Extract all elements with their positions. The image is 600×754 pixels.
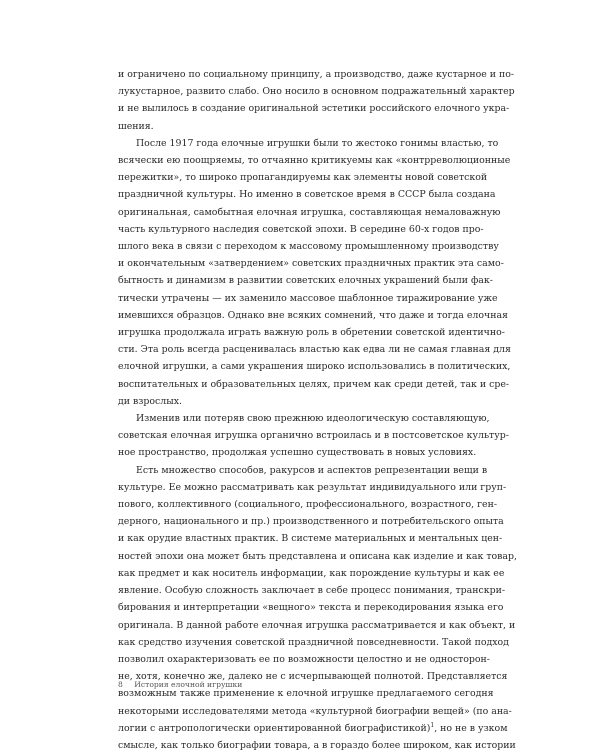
text-line: шлого века в связи с переходом к массовому промышленному производству (118, 241, 499, 253)
text-line: пережитки», то широко пропагандируемы как элементы новой советской (118, 172, 488, 184)
text-line: и как орудие властных практик. В системе материальных и ментальных цен- (118, 533, 503, 545)
text-line: и не вылилось в создание оригинальной эстетики российского елочного укра- (118, 103, 510, 115)
text-line: смысле, как только биографии товара, а в гораздо более широком, как истории (118, 739, 516, 751)
text-line: позволил охарактеризовать ее по возможности целостно и не односторон- (118, 653, 490, 665)
text-segment: логии с антропологически ориентированной биографистикой) (118, 722, 431, 734)
text-line: имевшихся образцов. Однако вне всяких сомнений, что даже и тогда елочная (118, 309, 508, 321)
text-line: оригинальная, самобытная елочная игрушка, составляющая немаловажную (118, 206, 501, 218)
text-line: и ограничено по социальному принципу, а производство, даже кустарное и по- (118, 69, 515, 80)
text-line: некоторыми исследователями метода «культурной биографии вещей» (по ана- (118, 705, 512, 717)
text-line: елочной игрушки, а сами украшения широко использовались в политических, (118, 361, 511, 373)
paragraph (118, 135, 511, 410)
text-line: ностей эпохи она может быть представлена и описана как изделие и как товар, (118, 550, 518, 562)
paragraph (118, 462, 518, 754)
text-line: не, хотя, конечно же, далеко не с исчерпывающей полнотой. Представляется (118, 671, 508, 683)
text-line: культуре. Ее можно рассматривать как результат индивидуального или груп- (118, 481, 507, 493)
text-line: часть культурного наследия советской эпохи. В середине 60-х годов про- (118, 223, 484, 235)
text-line: лукустарное, развито слабо. Оно носило в основном подражательный характер (118, 86, 515, 98)
text-line: ное пространство, продолжая успешно существовать в новых условиях. (118, 447, 477, 459)
text-line: как средство изучения советской праздничной повседневности. Такой подход (118, 636, 509, 648)
footnote-mark[interactable]: 1 (430, 721, 435, 729)
text-line: ди взрослых. (118, 395, 182, 407)
paragraph (118, 66, 515, 135)
text-line: возможным также применение к елочной игрушке предлагаемого сегодня (118, 688, 494, 700)
page-footer (118, 680, 242, 689)
text-line: Есть множество способов, ракурсов и аспектов репрезентации вещи в (136, 464, 488, 476)
paragraph (118, 410, 509, 462)
text-line: дерного, национального и пр.) производственного и потребительского опыта (118, 516, 504, 528)
text-line: бирования и интерпретации «вещного» текста и перекодирования языка его (118, 602, 504, 614)
text-line: явление. Особую сложность заключает в себе процесс понимания, транскри- (118, 585, 506, 597)
text-line: праздничной культуры. Но именно в советское время в СССР была создана (118, 189, 496, 201)
page-number: 8 (118, 680, 123, 689)
text-line: бытность и динамизм в развитии советских елочных украшений были фак- (118, 275, 493, 287)
text-line: оригинала. В данной работе елочная игрушка рассматривается и как объект, и (118, 619, 516, 631)
text-segment: , но не в узком (434, 722, 508, 734)
text-line: как предмет и как носитель информации, как порождение культуры и как ее (118, 567, 505, 579)
text-line: воспитательных и образовательных целях, причем как среди детей, так и сре- (118, 378, 510, 390)
text-line: сти. Эта роль всегда расценивалась властью как едва ли не самая главная для (118, 344, 511, 356)
text-line: советская елочная игрушка органично встроилась и в постсоветское культур- (118, 430, 509, 442)
running-title: История елочной игрушки (134, 680, 243, 689)
text-line: После 1917 года елочные игрушки были то жестоко гонимы властью, то (136, 137, 499, 149)
text-line: игрушка продолжала играть важную роль в обретении советской идентично- (118, 327, 505, 339)
text-line: всячески ею поощряемы, то отчаянно критикуемы как «контрреволюционные (118, 155, 511, 167)
text-line: пового, коллективного (социального, профессионального, возрастного, ген- (118, 499, 498, 511)
text-line: Изменив или потеряв свою прежнюю идеологическую составляющую, (136, 413, 490, 425)
text-line: шения. (118, 120, 154, 132)
body-text (118, 66, 518, 754)
text-line: тически утрачены — их заменило массовое шаблонное тиражирование уже (118, 292, 498, 304)
text-line (118, 720, 508, 737)
text-line: и окончательным «затвердением» советских праздничных практик эта само- (118, 258, 504, 270)
